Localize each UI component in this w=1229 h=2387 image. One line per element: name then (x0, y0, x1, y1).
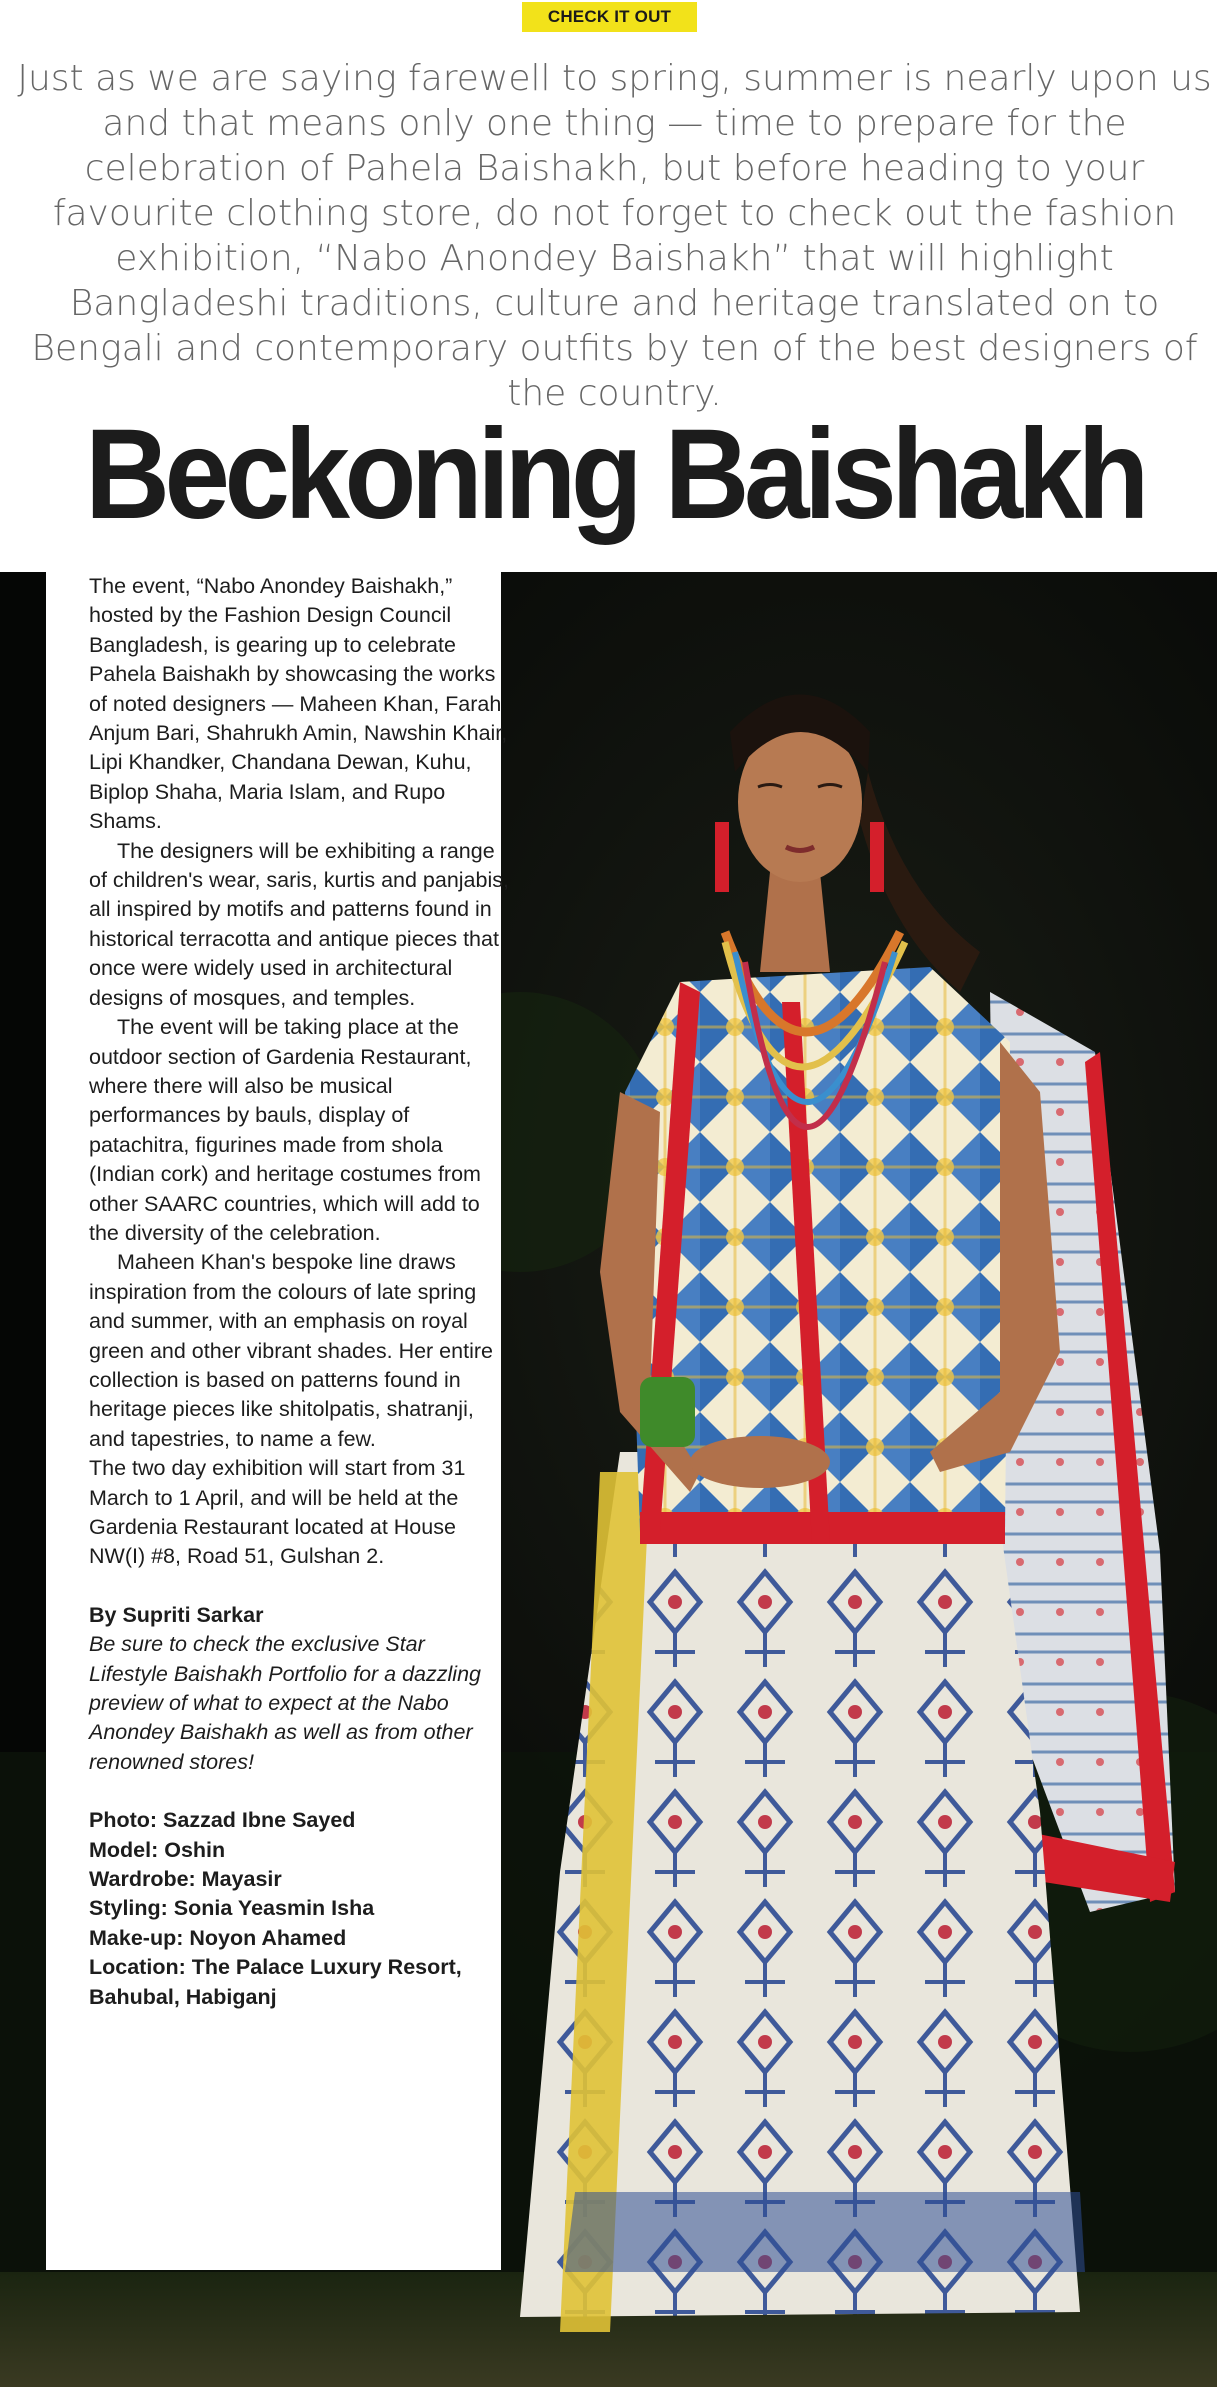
credit-wardrobe: Wardrobe: Mayasir (89, 1867, 282, 1892)
spacer (89, 1572, 509, 1601)
article-text-column (46, 572, 509, 2270)
credit-photo: Photo: Sazzad Ibne Sayed (89, 1808, 356, 1833)
author-byline: By Supriti Sarkar (89, 1602, 264, 1627)
body-paragraph-4: Maheen Khan's bespoke line draws inspiration from the colours of late spring and summer, with an emphasis on royal green and other vibrant shades. Her entire collection is based on patterns found in heritage pieces like shitolpatis, shatranji, and tapestries, to name a few. (89, 1250, 493, 1451)
intro-paragraph: Just as we are saying farewell to spring, summer is nearly upon us and that means only one thing — time to prepare for the celebration of Pahela Baishakh, but before heading to your favourite clothing store, do not forget to check out the fashion exhibition, “Nabo Anondey Baishakh” that will highlight Bangladeshi traditions, culture and heritage translated on to Bengali and contemporary outfits by ten of the best designers of the country. (17, 58, 1212, 414)
body-paragraph-1: The event, “Nabo Anondey Baishakh,” hosted by the Fashion Design Council Bangladesh, is gearing up to celebrate Pahela Baishakh by showcasing the works of noted designers — Maheen Khan, Farah Anjum Bari, Shahrukh Amin, Nawshin Khair, Lipi Khandker, Chandana Dewan, Kuhu, Biplop Shaha, Maria Islam, and Rupo Shams. (89, 574, 508, 834)
credit-location: Location: The Palace Luxury Resort, Bahubal, Habiganj (89, 1955, 462, 2009)
article-body (89, 572, 509, 2012)
portfolio-note: Be sure to check the exclusive Star Lifestyle Baishakh Portfolio for a dazzling preview of what to expect at the Nabo Anondey Baishakh as well as from other renowned stores! (89, 1632, 481, 1774)
article-headline: Beckoning Baishakh (85, 403, 1144, 546)
spacer (89, 1777, 509, 1806)
page-edge (1217, 0, 1229, 2387)
credit-styling: Styling: Sonia Yeasmin Isha (89, 1896, 375, 1921)
credit-model: Model: Oshin (89, 1837, 226, 1862)
photo-credits (89, 1806, 509, 2012)
credit-makeup: Make-up: Noyon Ahamed (89, 1925, 347, 1950)
body-paragraph-5: The two day exhibition will start from 31 March to 1 April, and will be held at the Gardenia Restaurant located at House NW(I) #8, Road 51, Gulshan 2. (89, 1456, 466, 1569)
body-paragraph-3: The event will be taking place at the outdoor section of Gardenia Restaurant, where there will also be musical performances by bauls, display of patachitra, figurines made from shola (Indian cork) and heritage costumes from other SAARC countries, which will add to the diversity of the celebration. (89, 1015, 481, 1245)
body-paragraph-2: The designers will be exhibiting a range of children's wear, saris, kurtis and panjabis, all inspired by motifs and patterns found in historical terracotta and antique pieces that once were widely used in architectural designs of mosques, and temples. (89, 838, 509, 1010)
section-kicker: CHECK IT OUT (522, 2, 697, 32)
